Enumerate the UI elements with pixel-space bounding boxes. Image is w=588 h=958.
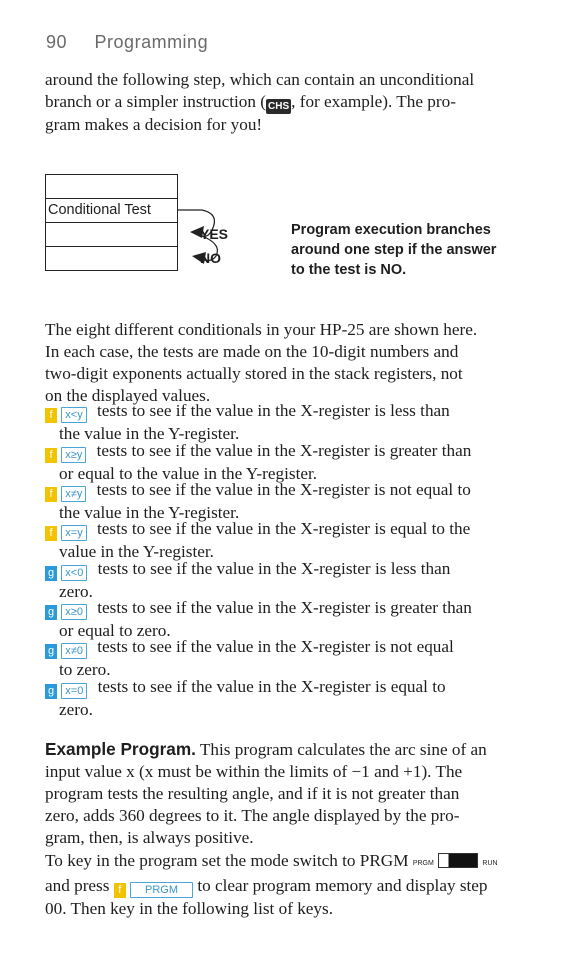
conditional-key: x=0 xyxy=(61,683,87,699)
conditional-item xyxy=(45,400,545,445)
no-label: NO xyxy=(200,250,221,266)
conditional-description: tests to see if the value in the X-register is not equal xyxy=(97,637,454,656)
conditional-description: tests to see if the value in the X-register is greater than xyxy=(96,441,472,460)
conditional-key: x=y xyxy=(61,525,86,541)
intro-line: branch or a simpler instruction ( CHS , for example). The pro- xyxy=(45,92,456,112)
page-header xyxy=(46,32,208,53)
f-key: f xyxy=(114,883,126,898)
conditional-description: tests to see if the value in the X-register is less than xyxy=(97,559,451,578)
mode-switch-prgm-label: PRGM xyxy=(412,860,434,867)
conditional-description-cont: the value in the Y-register. xyxy=(59,503,240,522)
conditional-description-cont: or equal to zero. xyxy=(59,621,171,640)
conditional-description-cont: or equal to the value in the Y-register. xyxy=(59,464,318,483)
conditional-key: x<y xyxy=(61,407,86,423)
example-paragraph: Example Program. This program calculates the arc sine of an input value x (x must be within the limits of −1 and +1). The program tests the resulting angle, and if it is not greater than zero, adds 360 degrees to it. The angle displayed by the pro- gram, then, is always positive. xyxy=(45,739,487,847)
conditional-key: x<0 xyxy=(61,565,87,581)
conditional-description-cont: zero. xyxy=(59,700,93,719)
mode-switch xyxy=(438,853,478,868)
g-prefix-key: g xyxy=(45,644,57,659)
prgm-key: PRGM xyxy=(130,882,193,898)
conditional-description-cont: zero. xyxy=(59,582,93,601)
conditional-description: tests to see if the value in the X-register is equal to the xyxy=(97,519,471,538)
intro-line: gram makes a decision for you! xyxy=(45,115,263,134)
conditional-description: tests to see if the value in the X-register is equal to xyxy=(97,677,446,696)
conditional-item xyxy=(45,676,545,721)
conditional-test-label: Conditional Test xyxy=(48,202,151,218)
conditional-key: x≥0 xyxy=(61,604,87,620)
conditional-key: x≥y xyxy=(61,447,86,463)
conditional-description: tests to see if the value in the X-register is greater than xyxy=(97,598,472,617)
conditional-key: x≠y xyxy=(61,486,86,502)
conditional-description: tests to see if the value in the X-register is less than xyxy=(97,401,450,420)
intro-paragraph xyxy=(45,69,545,136)
g-prefix-key: g xyxy=(45,605,57,620)
section-title: Programming xyxy=(94,32,209,52)
example-heading: Example Program. xyxy=(45,739,196,759)
conditional-item xyxy=(45,636,545,681)
g-prefix-key: g xyxy=(45,566,57,581)
yes-label: YES xyxy=(200,226,229,242)
conditional-description: tests to see if the value in the X-register is not equal to xyxy=(96,480,471,499)
f-prefix-key: f xyxy=(45,526,57,541)
conditional-item xyxy=(45,518,545,563)
chs-key: CHS xyxy=(268,101,290,112)
conditionals-intro: The eight different conditionals in your HP-25 are shown here. In each case, the tests are made on the 10-digit numbers and two-digit exponents actually stored in the stack registers, not on the displayed values. xyxy=(45,320,478,405)
f-prefix-key: f xyxy=(45,408,57,423)
diagram-caption: Program execution branches around one step if the answer to the test is NO. xyxy=(291,222,497,278)
intro-line: around the following step, which can contain an unconditional xyxy=(45,70,475,89)
f-prefix-key: f xyxy=(45,448,57,463)
conditional-description-cont: to zero. xyxy=(59,660,111,679)
mode-switch-run-label: RUN xyxy=(482,860,498,867)
conditional-description-cont: value in the Y-register. xyxy=(59,542,214,561)
g-prefix-key: g xyxy=(45,684,57,699)
keying-paragraph: To key in the program set the mode switch to PRGM PRGM RUN and press f PRGM to clear program memory and display step 00. Then key in the following list of keys. xyxy=(45,851,498,918)
page-number: 90 xyxy=(46,32,68,52)
conditional-description-cont: the value in the Y-register. xyxy=(59,424,240,443)
conditional-key: x≠0 xyxy=(61,643,87,659)
f-prefix-key: f xyxy=(45,487,57,502)
